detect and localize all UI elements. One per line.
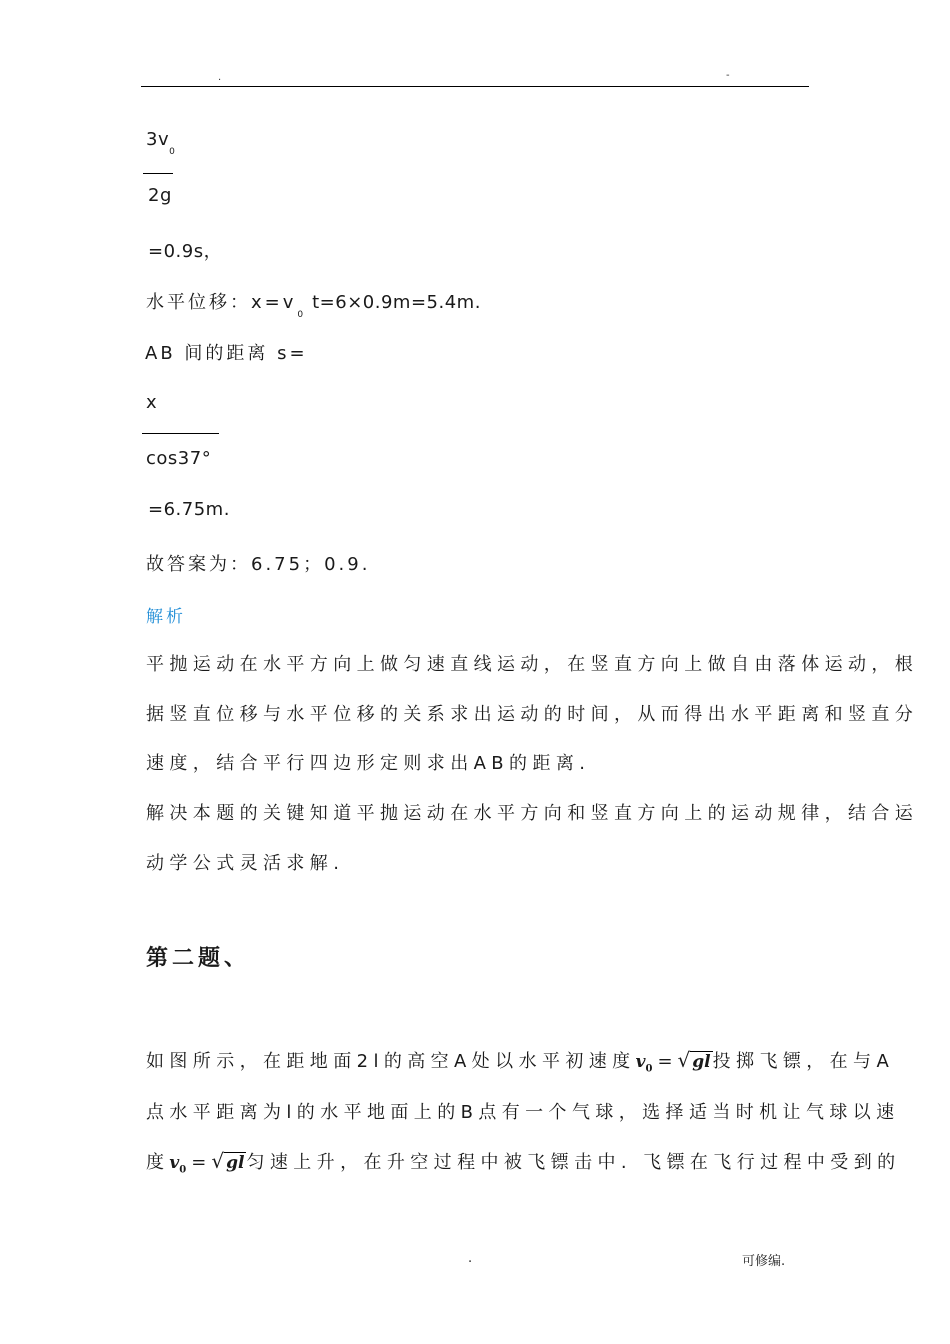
distance-result: =6.75m. [148, 499, 230, 520]
analysis-label: 解析 [146, 607, 186, 627]
header-right-mark: - [726, 70, 730, 81]
header-rule [141, 86, 809, 87]
v0-symbol-2: $v_0$ [169, 1153, 187, 1176]
fraction1-numerator: $3v_0$ [146, 129, 176, 157]
time-result: =0.9s， [148, 241, 223, 262]
footer-dot: . [468, 1251, 473, 1266]
analysis-line-5: 动学公式灵活求解. [146, 853, 345, 874]
question2-line-1: 如图所示，在距地面2l的高空A处以水平初速度$v_0$ = √ gl 投掷飞镖，在与A [146, 1048, 895, 1075]
analysis-line-3: 速度，结合平行四边形定则求出AB的距离. [146, 753, 591, 774]
question2-line-2: 点水平距离为l的水平地面上的B点有一个气球，选择适当时机让气球以速 [146, 1102, 900, 1123]
sqrt-gl-2: √ gl [211, 1149, 245, 1173]
question2-line-3: 度$v_0$ = √ gl 匀速上升，在升空过程中被飞镖击中. 飞镖在飞行过程中受到的 [146, 1149, 901, 1176]
sqrt-gl: √ gl [677, 1048, 711, 1072]
fraction2-bar [142, 433, 219, 434]
analysis-line-1: 平抛运动在水平方向上做匀速直线运动，在竖直方向上做自由落体运动，根 [146, 654, 919, 675]
fraction1-denominator: 2g [148, 185, 172, 206]
fraction2-numerator: x [146, 392, 158, 413]
analysis-line-4: 解决本题的关键知道平抛运动在水平方向和竖直方向上的运动规律，结合运 [146, 803, 919, 824]
analysis-line-2: 据竖直位移与水平位移的关系求出运动的时间，从而得出水平距离和竖直分 [146, 704, 919, 725]
footer-editable: 可修编. [742, 1254, 786, 1269]
question2-heading: 第二题、 [146, 946, 251, 971]
ab-distance-label: AB 间的距离 s= [145, 343, 308, 364]
fraction1-bar [143, 173, 173, 174]
horizontal-displacement-line: 水平位移：$x=v_0t=6\times 0.9m=5.4m$. [146, 292, 481, 320]
v0-symbol: $v_0$ [635, 1052, 653, 1075]
answer-line: 故答案为：6.75；0.9. [146, 554, 371, 575]
header-left-mark: . [218, 72, 222, 83]
fraction2-denominator: cos37° [146, 448, 212, 469]
